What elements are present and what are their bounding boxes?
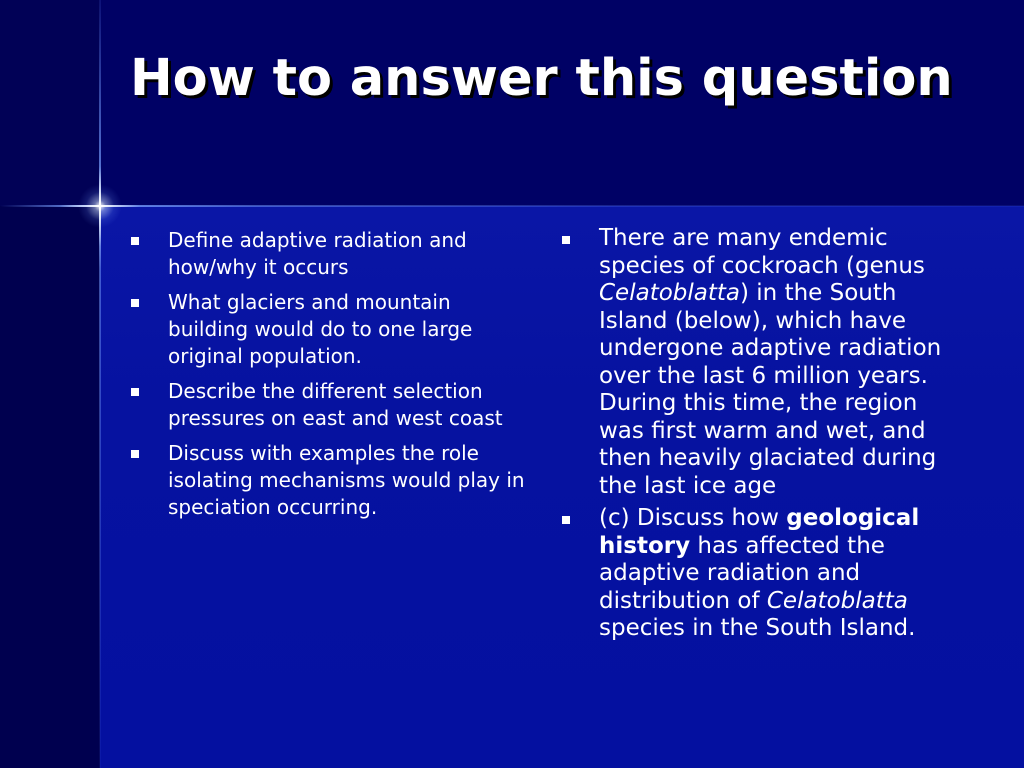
left-margin-band-lower	[0, 206, 100, 768]
question-text-part2: has affected the adaptive radiation and distribution of	[599, 532, 885, 614]
square-bullet-icon	[131, 388, 139, 396]
sparkle-ray-vertical	[99, 166, 101, 246]
left-bullet-text: Discuss with examples the role isolating mechanisms would play in speciation occurring.	[168, 441, 525, 519]
square-bullet-icon	[562, 236, 570, 244]
question-text-part3: species in the South Island.	[599, 615, 916, 641]
left-bullet-item	[168, 227, 528, 281]
context-text	[599, 225, 941, 499]
left-bullet-item	[168, 289, 528, 370]
left-bullet-text: Define adaptive radiation and how/why it occurs	[168, 228, 467, 279]
question-emphasis: geological history	[599, 505, 920, 559]
genus-name: Celatoblatta	[766, 587, 908, 614]
square-bullet-icon	[131, 299, 139, 307]
context-text-part1: There are many endemic species of cockroach (genus	[599, 225, 925, 279]
left-bullet-item	[168, 378, 528, 432]
square-bullet-icon	[562, 516, 570, 524]
question-bullet-item	[599, 505, 969, 643]
square-bullet-icon	[131, 450, 139, 458]
genus-name: Celatoblatta	[599, 280, 740, 306]
horizontal-guide-line	[0, 205, 1024, 207]
square-bullet-icon	[131, 237, 139, 245]
question-text	[599, 505, 919, 641]
right-bullet-list	[599, 225, 969, 648]
vertical-guide-line	[99, 0, 101, 768]
left-bullet-item	[168, 440, 528, 521]
context-text-part2: ) in the South Island (below), which have undergone adaptive radiation over the last 6 million years. During this time, the region was first warm and wet, and then heavily glaciated during the last ice age	[599, 280, 942, 499]
slide-title: How to answer this question	[130, 49, 953, 108]
context-bullet-item	[599, 225, 969, 500]
left-bullet-text: Describe the different selection pressures on east and west coast	[168, 379, 503, 430]
left-bullet-text: What glaciers and mountain building would do to one large original population.	[168, 290, 473, 368]
question-text-part1: (c) Discuss how	[599, 505, 787, 531]
left-bullet-list	[168, 227, 528, 529]
